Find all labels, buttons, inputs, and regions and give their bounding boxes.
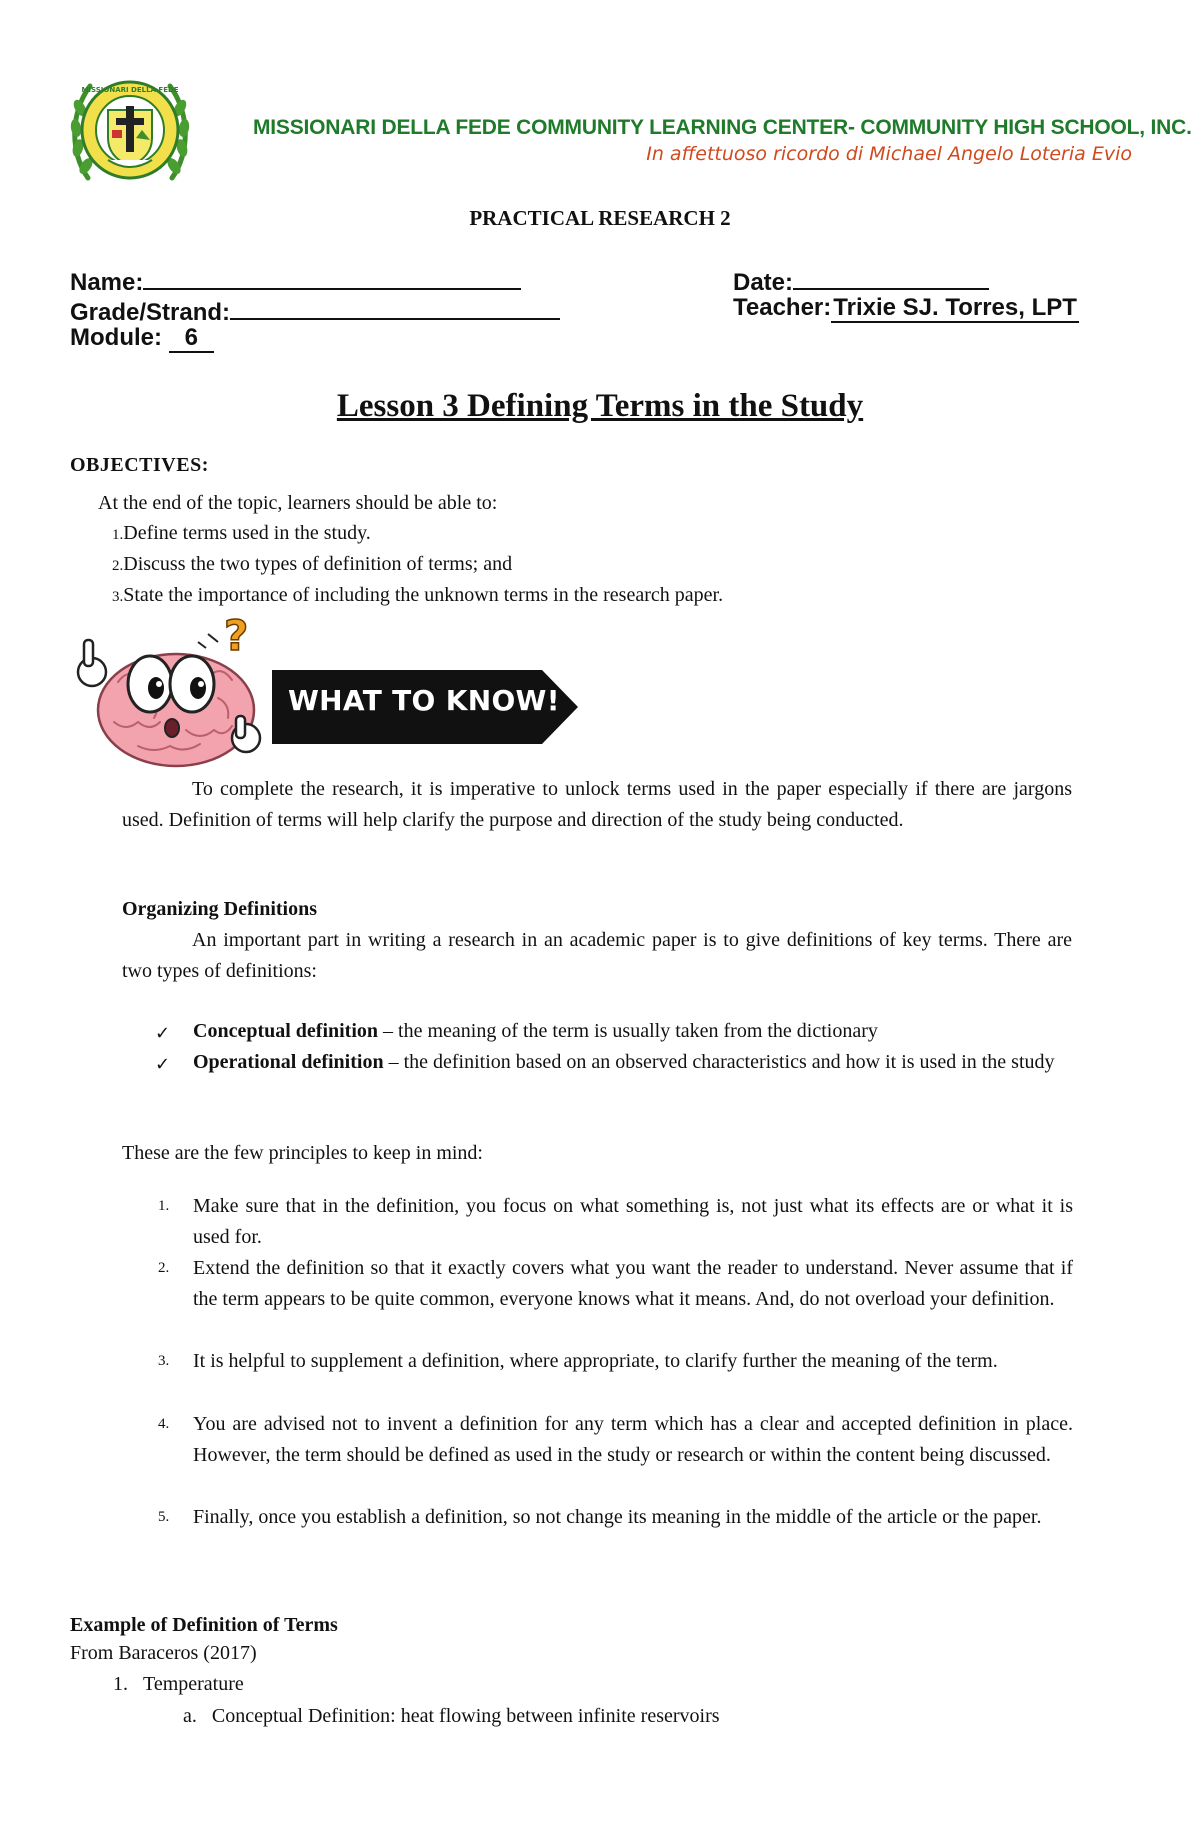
objectives-intro: At the end of the topic, learners should be able to:	[98, 492, 498, 514]
date-label: Date:	[733, 269, 794, 296]
example-heading: Example of Definition of Terms	[70, 1614, 338, 1636]
grade-strand-blank[interactable]	[230, 294, 560, 320]
organizing-paragraph: An important part in writing a research in an academic paper is to give definitions of key terms. There are two types of definitions:	[122, 929, 1072, 982]
principle-item: It is helpful to supplement a definition, where appropriate, to clarify further the meaning of the term.	[193, 1350, 998, 1372]
principle-item: Extend the definition so that it exactly covers what you want the reader to understand. Never assume that if the term appears to be quite common, everyone knows what it means. And, do not overload your definition.	[193, 1257, 1073, 1310]
grade-strand-field[interactable]	[70, 294, 560, 327]
principles-intro: These are the few principles to keep in mind:	[122, 1142, 483, 1164]
principle-number: 3.	[158, 1353, 170, 1369]
principle-number: 5.	[158, 1509, 170, 1525]
what-to-know-label: WHAT TO KNOW!	[288, 684, 560, 717]
logo-ring-text: MISSIONARI DELLA FEDE	[81, 86, 179, 94]
principle-item: Make sure that in the definition, you focus on what something is, not just what its effects are or what it is used for.	[193, 1195, 1073, 1248]
date-blank[interactable]	[793, 264, 989, 290]
school-name: MISSIONARI DELLA FEDE COMMUNITY LEARNING CENTER- COMMUNITY HIGH SCHOOL, INC.	[253, 116, 1192, 139]
principle-number: 1.	[158, 1198, 170, 1214]
module-value: 6	[169, 324, 214, 353]
intro-paragraph: To complete the research, it is imperative to unlock terms used in the paper especially if there are jargons used. Definition of terms will help clarify the purpose and direction of the study being conducted.	[122, 778, 1072, 831]
objective-item: 3.State the importance of including the unknown terms in the research paper.	[112, 584, 724, 606]
check-icon: ✓	[155, 1054, 171, 1075]
definition-type-item: Operational definition – the definition based on an observed characteristics and how it is used in the study	[193, 1051, 1055, 1073]
grade-strand-label: Grade/Strand:	[70, 299, 231, 326]
svg-text:?: ?	[224, 612, 249, 660]
thinking-brain-icon	[68, 612, 268, 770]
module-field	[70, 324, 214, 352]
objective-item: 1.Define terms used in the study.	[112, 522, 371, 544]
name-field[interactable]	[70, 264, 521, 297]
definition-type-item: Conceptual definition – the meaning of the term is usually taken from the dictionary	[193, 1020, 878, 1042]
example-item: 1. Temperature	[113, 1673, 244, 1695]
date-field[interactable]	[733, 264, 989, 297]
principle-number: 4.	[158, 1416, 170, 1432]
objective-item: 2.Discuss the two types of definition of terms; and	[112, 553, 513, 575]
organizing-heading: Organizing Definitions	[122, 898, 318, 920]
principle-item: You are advised not to invent a definition for any term which has a clear and accepted definition in place. However, the term should be defined as used in the study or research or within the content being discussed.	[193, 1413, 1073, 1466]
example-subitem: a. Conceptual Definition: heat flowing between infinite reservoirs	[183, 1705, 720, 1727]
principle-number: 2.	[158, 1260, 170, 1276]
teacher-label: Teacher:	[733, 294, 832, 321]
check-icon: ✓	[155, 1023, 171, 1044]
objectives-heading: OBJECTIVES:	[70, 454, 209, 476]
teacher-value: Trixie SJ. Torres, LPT	[833, 294, 1077, 321]
lesson-title: Lesson 3 Defining Terms in the Study	[336, 388, 864, 424]
subject-title: PRACTICAL RESEARCH 2	[469, 206, 731, 230]
name-label: Name:	[70, 269, 144, 296]
school-logo	[68, 68, 192, 196]
example-source: From Baraceros (2017)	[70, 1642, 257, 1664]
teacher-field	[733, 294, 1079, 322]
name-blank[interactable]	[143, 264, 521, 290]
principle-item: Finally, once you establish a definition, so not change its meaning in the middle of the article or the paper.	[193, 1506, 1042, 1528]
dedication-line: In affettuoso ricordo di Michael Angelo Loteria Evio	[646, 143, 1132, 165]
module-label: Module:	[70, 324, 162, 351]
